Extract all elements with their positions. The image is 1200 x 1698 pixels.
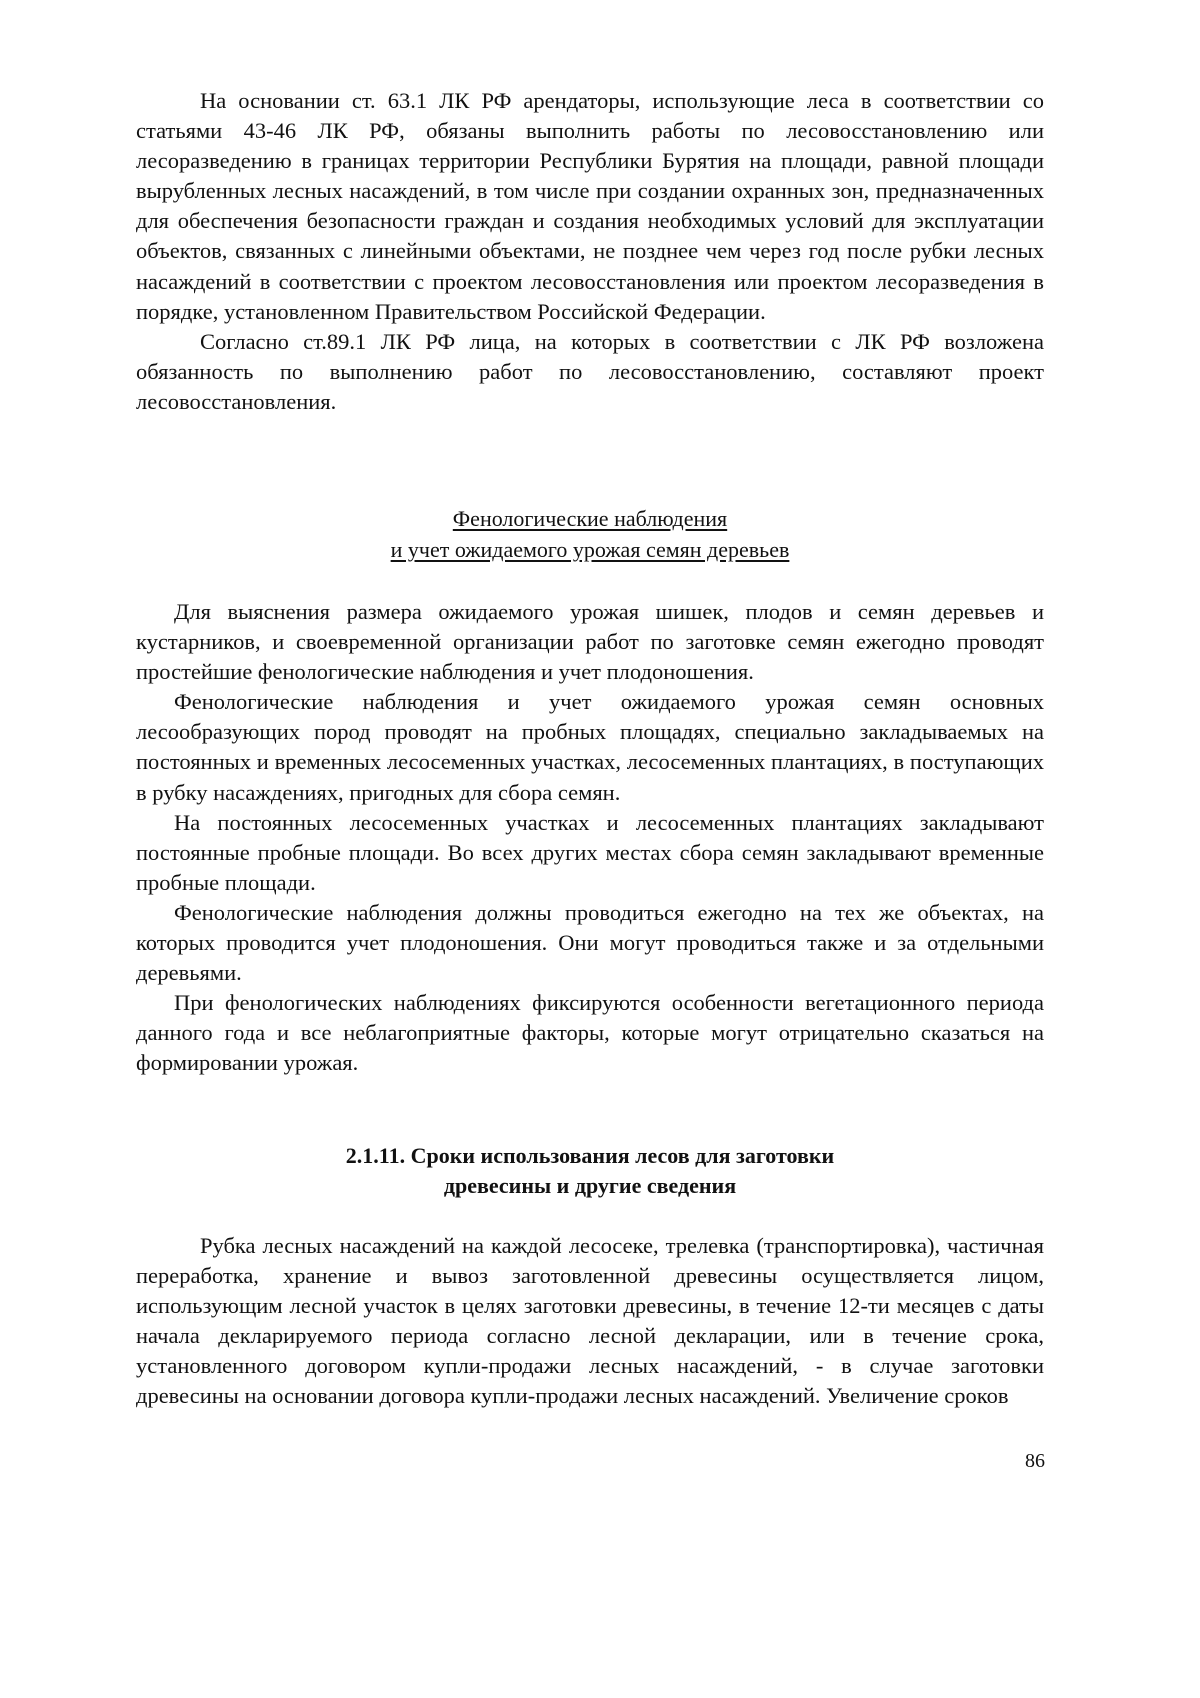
paragraph-annual-observations: Фенологические наблюдения должны проводиться ежегодно на тех же объектах, на которых проводится учет плодоношения. Они могут проводиться также и за отдельными деревьями. bbox=[136, 899, 1044, 986]
intro-text bbox=[136, 86, 1044, 417]
phenology-heading bbox=[136, 503, 1044, 565]
phenology-text bbox=[136, 597, 1044, 1079]
paragraph-sample-plots: Фенологические наблюдения и учет ожидаемого урожая семян основных лесообразующих пород проводят на пробных площадях, специально закладываемых на постоянных и временных лесосеменных участках, лесосеменных плантациях, в поступающих в рубку насаждениях, пригодных для сбора семян. bbox=[136, 689, 1044, 805]
phenology-heading-line1: Фенологические наблюдения bbox=[452, 506, 728, 531]
timber-terms-text bbox=[136, 1231, 1044, 1412]
section-2-1-11-heading-line1: 2.1.11. Сроки использования лесов для заготовки bbox=[345, 1143, 835, 1168]
section-2-1-11-heading bbox=[136, 1141, 1044, 1201]
paragraph-reforestation-project: Согласно ст.89.1 ЛК РФ лица, на которых в соответствии с ЛК РФ возложена обязанность по выполнению работ по лесовосстановлению, составляют проект лесовосстановления. bbox=[136, 328, 1044, 414]
paragraph-timber-harvest-terms: Рубка лесных насаждений на каждой лесосеке, трелевка (транспортировка), частичная переработка, хранение и вывоз заготовленной древесины осуществляется лицом, использующим лесной участок в целях заготовки древесины, в течение 12-ти месяцев с даты начала декларируемого периода согласно лесной декларации, или в течение срока, установленного договором купли-продажи лесных насаждений, - в случае заготовки древесины на основании договора купли-продажи лесных насаждений. Увеличение сроков bbox=[136, 1233, 1044, 1409]
paragraph-permanent-plots: На постоянных лесосеменных участках и лесосеменных плантациях закладывают постоянные пробные площади. Во всех других местах сбора семян закладывают временные пробные площади. bbox=[136, 809, 1044, 895]
paragraph-seed-harvest-purpose: Для выяснения размера ожидаемого урожая шишек, плодов и семян деревьев и кустарников, и своевременной организации работ по заготовке семян ежегодно проводят простейшие фенологические наблюдения и учет плодоношения. bbox=[136, 599, 1044, 685]
page-number: 86 bbox=[1025, 1450, 1045, 1472]
phenology-heading-line2: и учет ожидаемого урожая семян деревьев bbox=[390, 537, 790, 562]
section-2-1-11-heading-line2: древесины и другие сведения bbox=[443, 1173, 737, 1198]
paragraph-vegetation-factors: При фенологических наблюдениях фиксируются особенности вегетационного периода данного года и все неблагоприятные факторы, которые могут отрицательно сказаться на формировании урожая. bbox=[136, 990, 1044, 1076]
paragraph-reforestation-obligation: На основании ст. 63.1 ЛК РФ арендаторы, использующие леса в соответствии со статьями 43-46 ЛК РФ, обязаны выполнить работы по лесовосстановлению или лесоразведению в границах территории Республики Бурятия на площади, равной площади вырубленных лесных насаждений, в том числе при создании охранных зон, предназначенных для обеспечения безопасности граждан и создания необходимых условий для эксплуатации объектов, связанных с линейными объектами, не позднее чем через год после рубки лесных насаждений в соответствии с проектом лесовосстановления или проектом лесоразведения в порядке, установленном Правительством Российской Федерации. bbox=[136, 88, 1044, 324]
